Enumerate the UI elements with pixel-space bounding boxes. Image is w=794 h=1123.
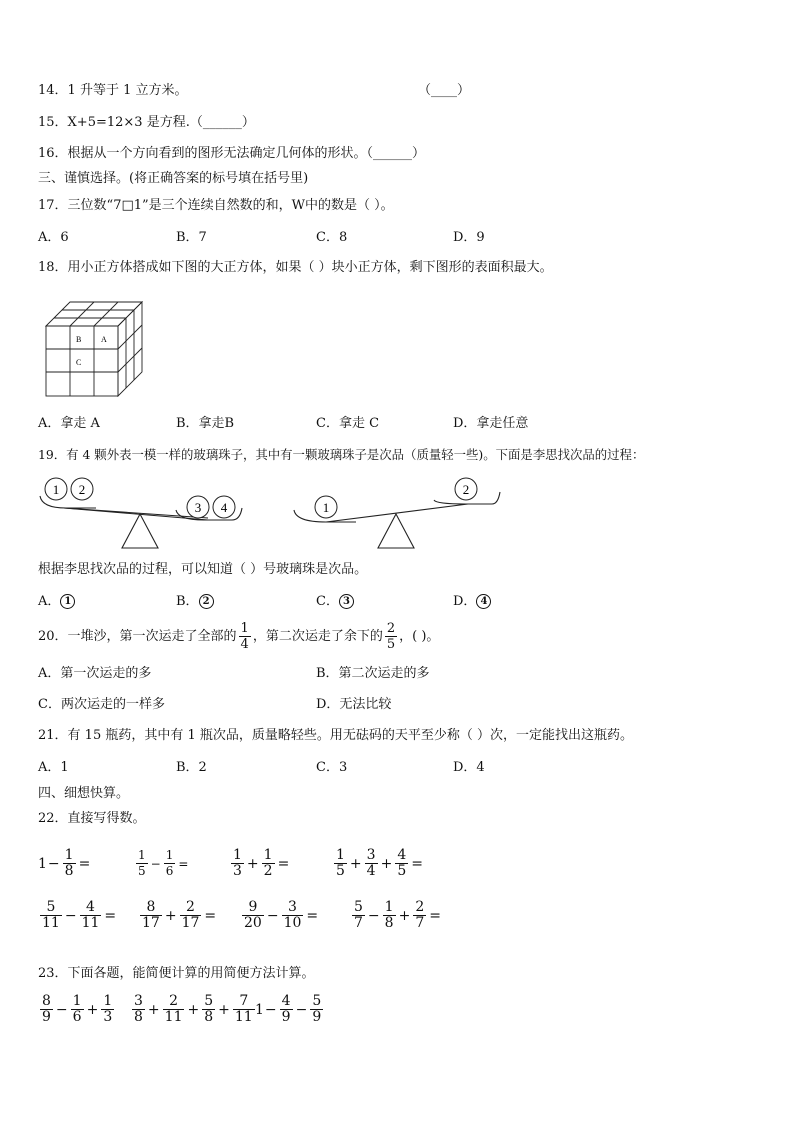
question-14 xyxy=(38,82,187,100)
numerator: 1 xyxy=(64,847,74,863)
section-3-heading: 三、谨慎选择。(将正确答案的标号填在括号里) xyxy=(38,171,309,186)
q19-option-c-letter: C． xyxy=(316,594,339,609)
numerator: 4 xyxy=(397,847,407,863)
circled-1: 1 xyxy=(60,594,75,609)
circled-2: 2 xyxy=(199,594,214,609)
numerator: 3 xyxy=(366,847,376,863)
denominator: 2 xyxy=(263,863,273,879)
fraction xyxy=(352,900,365,931)
denominator: 3 xyxy=(233,863,242,879)
operator: − xyxy=(55,1001,68,1018)
numerator: 1 xyxy=(384,899,394,915)
numerator: 8 xyxy=(140,900,162,916)
denominator: 4 xyxy=(240,637,249,652)
operator: = xyxy=(204,907,217,924)
q17-option-d: D．9 xyxy=(453,230,485,245)
q19-option-a-letter: A． xyxy=(38,594,61,609)
fraction xyxy=(136,848,148,879)
whole-number: 1 xyxy=(38,855,47,872)
q21-option-b: B．2 xyxy=(176,760,207,775)
denominator: 5 xyxy=(386,637,396,652)
denominator: 5 xyxy=(138,864,146,878)
denominator: 17 xyxy=(181,915,200,931)
operator: − xyxy=(266,907,279,924)
numerator: 5 xyxy=(40,900,62,916)
q21-option-a: A．1 xyxy=(38,760,69,775)
fraction xyxy=(40,900,62,931)
operator: − xyxy=(367,907,380,924)
fraction xyxy=(413,900,426,931)
numerator: 2 xyxy=(415,899,425,915)
q17-option-c: C．8 xyxy=(316,230,348,245)
section-4-heading: 四、细想快算。 xyxy=(38,786,130,801)
operator: = xyxy=(429,907,441,924)
operator: − xyxy=(64,907,77,924)
fraction-2-5 xyxy=(385,621,397,652)
denominator: 11 xyxy=(81,915,100,931)
q18-option-c: C．拿走 C xyxy=(316,416,380,431)
operator: + xyxy=(349,855,362,872)
q21-option-c: C．3 xyxy=(316,760,348,775)
q22-row1-expr2 xyxy=(134,848,189,879)
fraction xyxy=(231,848,244,879)
fraction xyxy=(180,900,202,931)
operator: − xyxy=(295,1001,308,1018)
operator: = xyxy=(411,855,423,872)
fraction xyxy=(202,994,215,1025)
operator: + xyxy=(147,1001,160,1018)
cube-label-a: A xyxy=(101,335,107,344)
numerator: 7 xyxy=(233,994,255,1010)
numerator: 3 xyxy=(282,900,304,916)
q19-option-b-letter: B． xyxy=(176,594,199,609)
cube-label-b: B xyxy=(76,335,82,344)
numerator: 2 xyxy=(163,994,185,1010)
numerator: 5 xyxy=(204,993,214,1009)
q18-option-d: D．拿走任意 xyxy=(453,416,529,431)
operator: + xyxy=(187,1001,200,1018)
q19-option-a xyxy=(38,593,75,611)
denominator: 11 xyxy=(234,1009,253,1025)
operator: + xyxy=(86,1001,99,1018)
fraction xyxy=(395,848,408,879)
q19-option-c xyxy=(316,593,354,611)
operator: − xyxy=(47,855,60,872)
q19-option-b xyxy=(176,593,214,611)
cube-figure xyxy=(40,298,150,402)
whole-number: 1 xyxy=(255,1001,264,1018)
denominator: 7 xyxy=(415,915,425,931)
numerator: 1 xyxy=(336,847,345,863)
question-20-text-c: ，( )。 xyxy=(399,629,440,644)
numerator: 1 xyxy=(138,848,146,862)
numerator: 9 xyxy=(242,900,264,916)
numerator: 5 xyxy=(354,899,363,915)
circled-3: 3 xyxy=(339,594,354,609)
operator: + xyxy=(218,1001,230,1018)
question-19: 19．有 4 颗外表一模一样的玻璃珠子，其中有一颗玻璃珠子是次品（质量轻一些)。下面是李思找次品的过程： xyxy=(38,447,645,462)
fraction xyxy=(164,848,176,879)
fraction-1-4 xyxy=(239,621,251,652)
operator: + xyxy=(380,855,393,872)
operator: = xyxy=(178,856,189,871)
ball-2-right: 2 xyxy=(462,482,470,497)
operator: − xyxy=(264,1001,277,1018)
operator: + xyxy=(246,855,259,872)
q23-expr2 xyxy=(130,994,257,1025)
numerator: 1 xyxy=(72,993,82,1009)
q23-expr3 xyxy=(255,994,325,1025)
operator: − xyxy=(150,856,161,871)
operator: = xyxy=(78,855,91,872)
circled-4: 4 xyxy=(476,594,491,609)
numerator: 4 xyxy=(281,993,291,1009)
fraction xyxy=(280,994,293,1025)
denominator: 17 xyxy=(142,915,160,931)
denominator: 6 xyxy=(165,864,174,878)
operator: = xyxy=(306,907,319,924)
q22-row2-expr4 xyxy=(350,900,442,931)
numerator: 3 xyxy=(134,993,143,1009)
numerator: 4 xyxy=(80,900,102,916)
denominator: 11 xyxy=(164,1009,183,1025)
ball-1-left: 1 xyxy=(52,482,60,497)
numerator: 1 xyxy=(165,848,174,862)
fraction xyxy=(334,848,347,879)
fraction xyxy=(310,994,323,1025)
fraction xyxy=(233,994,255,1025)
denominator: 8 xyxy=(134,1009,143,1025)
question-23: 23．下面各题，能简便计算的用简便方法计算。 xyxy=(38,966,315,981)
q19-option-d xyxy=(453,593,491,611)
q20-option-d: D．无法比较 xyxy=(316,697,392,712)
q17-option-b: B．7 xyxy=(176,230,207,245)
denominator: 5 xyxy=(336,863,345,879)
question-17: 17．三位数“7□1”是三个连续自然数的和，W中的数是（ ）。 xyxy=(38,198,394,213)
denominator: 8 xyxy=(384,915,394,931)
fraction xyxy=(140,900,162,931)
operator: + xyxy=(164,907,177,924)
q18-option-a: A．拿走 A xyxy=(38,416,100,431)
q17-option-a: A．6 xyxy=(38,230,69,245)
question-20-text-a: 20．一堆沙，第一次运走了全部的 xyxy=(38,629,237,644)
denominator: 9 xyxy=(312,1009,322,1025)
q22-row1-expr3 xyxy=(229,848,290,879)
fraction xyxy=(282,900,304,931)
fraction xyxy=(80,900,102,931)
question-14-answer-blank: （____） xyxy=(418,83,471,98)
question-18: 18．用小正方体搭成如下图的大正方体，如果（ ）块小正方体，剩下图形的表面积最大。 xyxy=(38,260,553,275)
q22-row1-expr1 xyxy=(38,848,91,879)
q19-option-d-letter: D． xyxy=(453,594,477,609)
ball-2-left: 2 xyxy=(78,482,86,497)
q22-row1-expr4 xyxy=(332,848,424,879)
question-14-text: 14．1 升等于 1 立方米。 xyxy=(38,83,188,98)
question-19-prompt: 根据李思找次品的过程，可以知道（ ）号玻璃珠是次品。 xyxy=(38,562,368,577)
q23-expr1 xyxy=(38,994,116,1025)
fraction xyxy=(132,994,145,1025)
numerator: 5 xyxy=(312,993,322,1009)
numerator: 8 xyxy=(42,993,51,1009)
fraction xyxy=(163,994,185,1025)
question-16: 16．根据从一个方向看到的图形无法确定几何体的形状。（______） xyxy=(38,146,426,161)
ball-4-left: 4 xyxy=(220,500,228,515)
fraction xyxy=(71,994,84,1025)
ball-3-left: 3 xyxy=(194,500,202,515)
ball-1-right: 1 xyxy=(322,500,330,515)
fraction xyxy=(242,900,264,931)
denominator: 9 xyxy=(42,1009,51,1025)
numerator: 1 xyxy=(233,847,242,863)
q20-option-a: A．第一次运走的多 xyxy=(38,666,152,681)
fraction xyxy=(262,848,275,879)
q22-row2-expr2 xyxy=(138,900,217,931)
operator: = xyxy=(104,907,117,924)
denominator: 5 xyxy=(397,863,407,879)
cube-label-c: C xyxy=(76,358,82,367)
denominator: 9 xyxy=(281,1009,291,1025)
question-20-text-b: ，第二次运走了余下的 xyxy=(252,629,383,644)
fraction xyxy=(365,848,378,879)
numerator: 1 xyxy=(240,621,249,636)
denominator: 6 xyxy=(72,1009,82,1025)
operator: = xyxy=(277,855,290,872)
q20-option-b: B．第二次运走的多 xyxy=(316,666,430,681)
denominator: 20 xyxy=(244,915,262,931)
question-15: 15．X+5=12×3 是方程.（______） xyxy=(38,115,255,130)
q22-row2-expr1 xyxy=(38,900,117,931)
denominator: 8 xyxy=(64,863,74,879)
denominator: 4 xyxy=(366,863,376,879)
denominator: 11 xyxy=(42,915,60,931)
fraction xyxy=(40,994,53,1025)
balance-scales-figure xyxy=(36,474,506,554)
denominator: 7 xyxy=(354,915,363,931)
denominator: 10 xyxy=(283,915,302,931)
question-20 xyxy=(38,619,439,655)
numerator: 1 xyxy=(103,993,113,1009)
denominator: 3 xyxy=(103,1009,113,1025)
q22-row2-expr3 xyxy=(240,900,319,931)
q21-option-d: D．4 xyxy=(453,760,485,775)
question-21: 21．有 15 瓶药，其中有 1 瓶次品，质量略轻些。用无砝码的天平至少称（ ）次，一定能找出这瓶药。 xyxy=(38,728,634,743)
numerator: 2 xyxy=(386,621,396,636)
operator: + xyxy=(398,907,411,924)
fraction xyxy=(383,900,396,931)
numerator: 1 xyxy=(263,847,273,863)
denominator: 8 xyxy=(204,1009,214,1025)
q20-option-c: C．两次运走的一样多 xyxy=(38,697,165,712)
fraction xyxy=(101,994,114,1025)
question-22: 22．直接写得数。 xyxy=(38,811,146,826)
numerator: 2 xyxy=(180,900,202,916)
fraction xyxy=(63,848,76,879)
q18-option-b: B．拿走B xyxy=(176,416,235,431)
